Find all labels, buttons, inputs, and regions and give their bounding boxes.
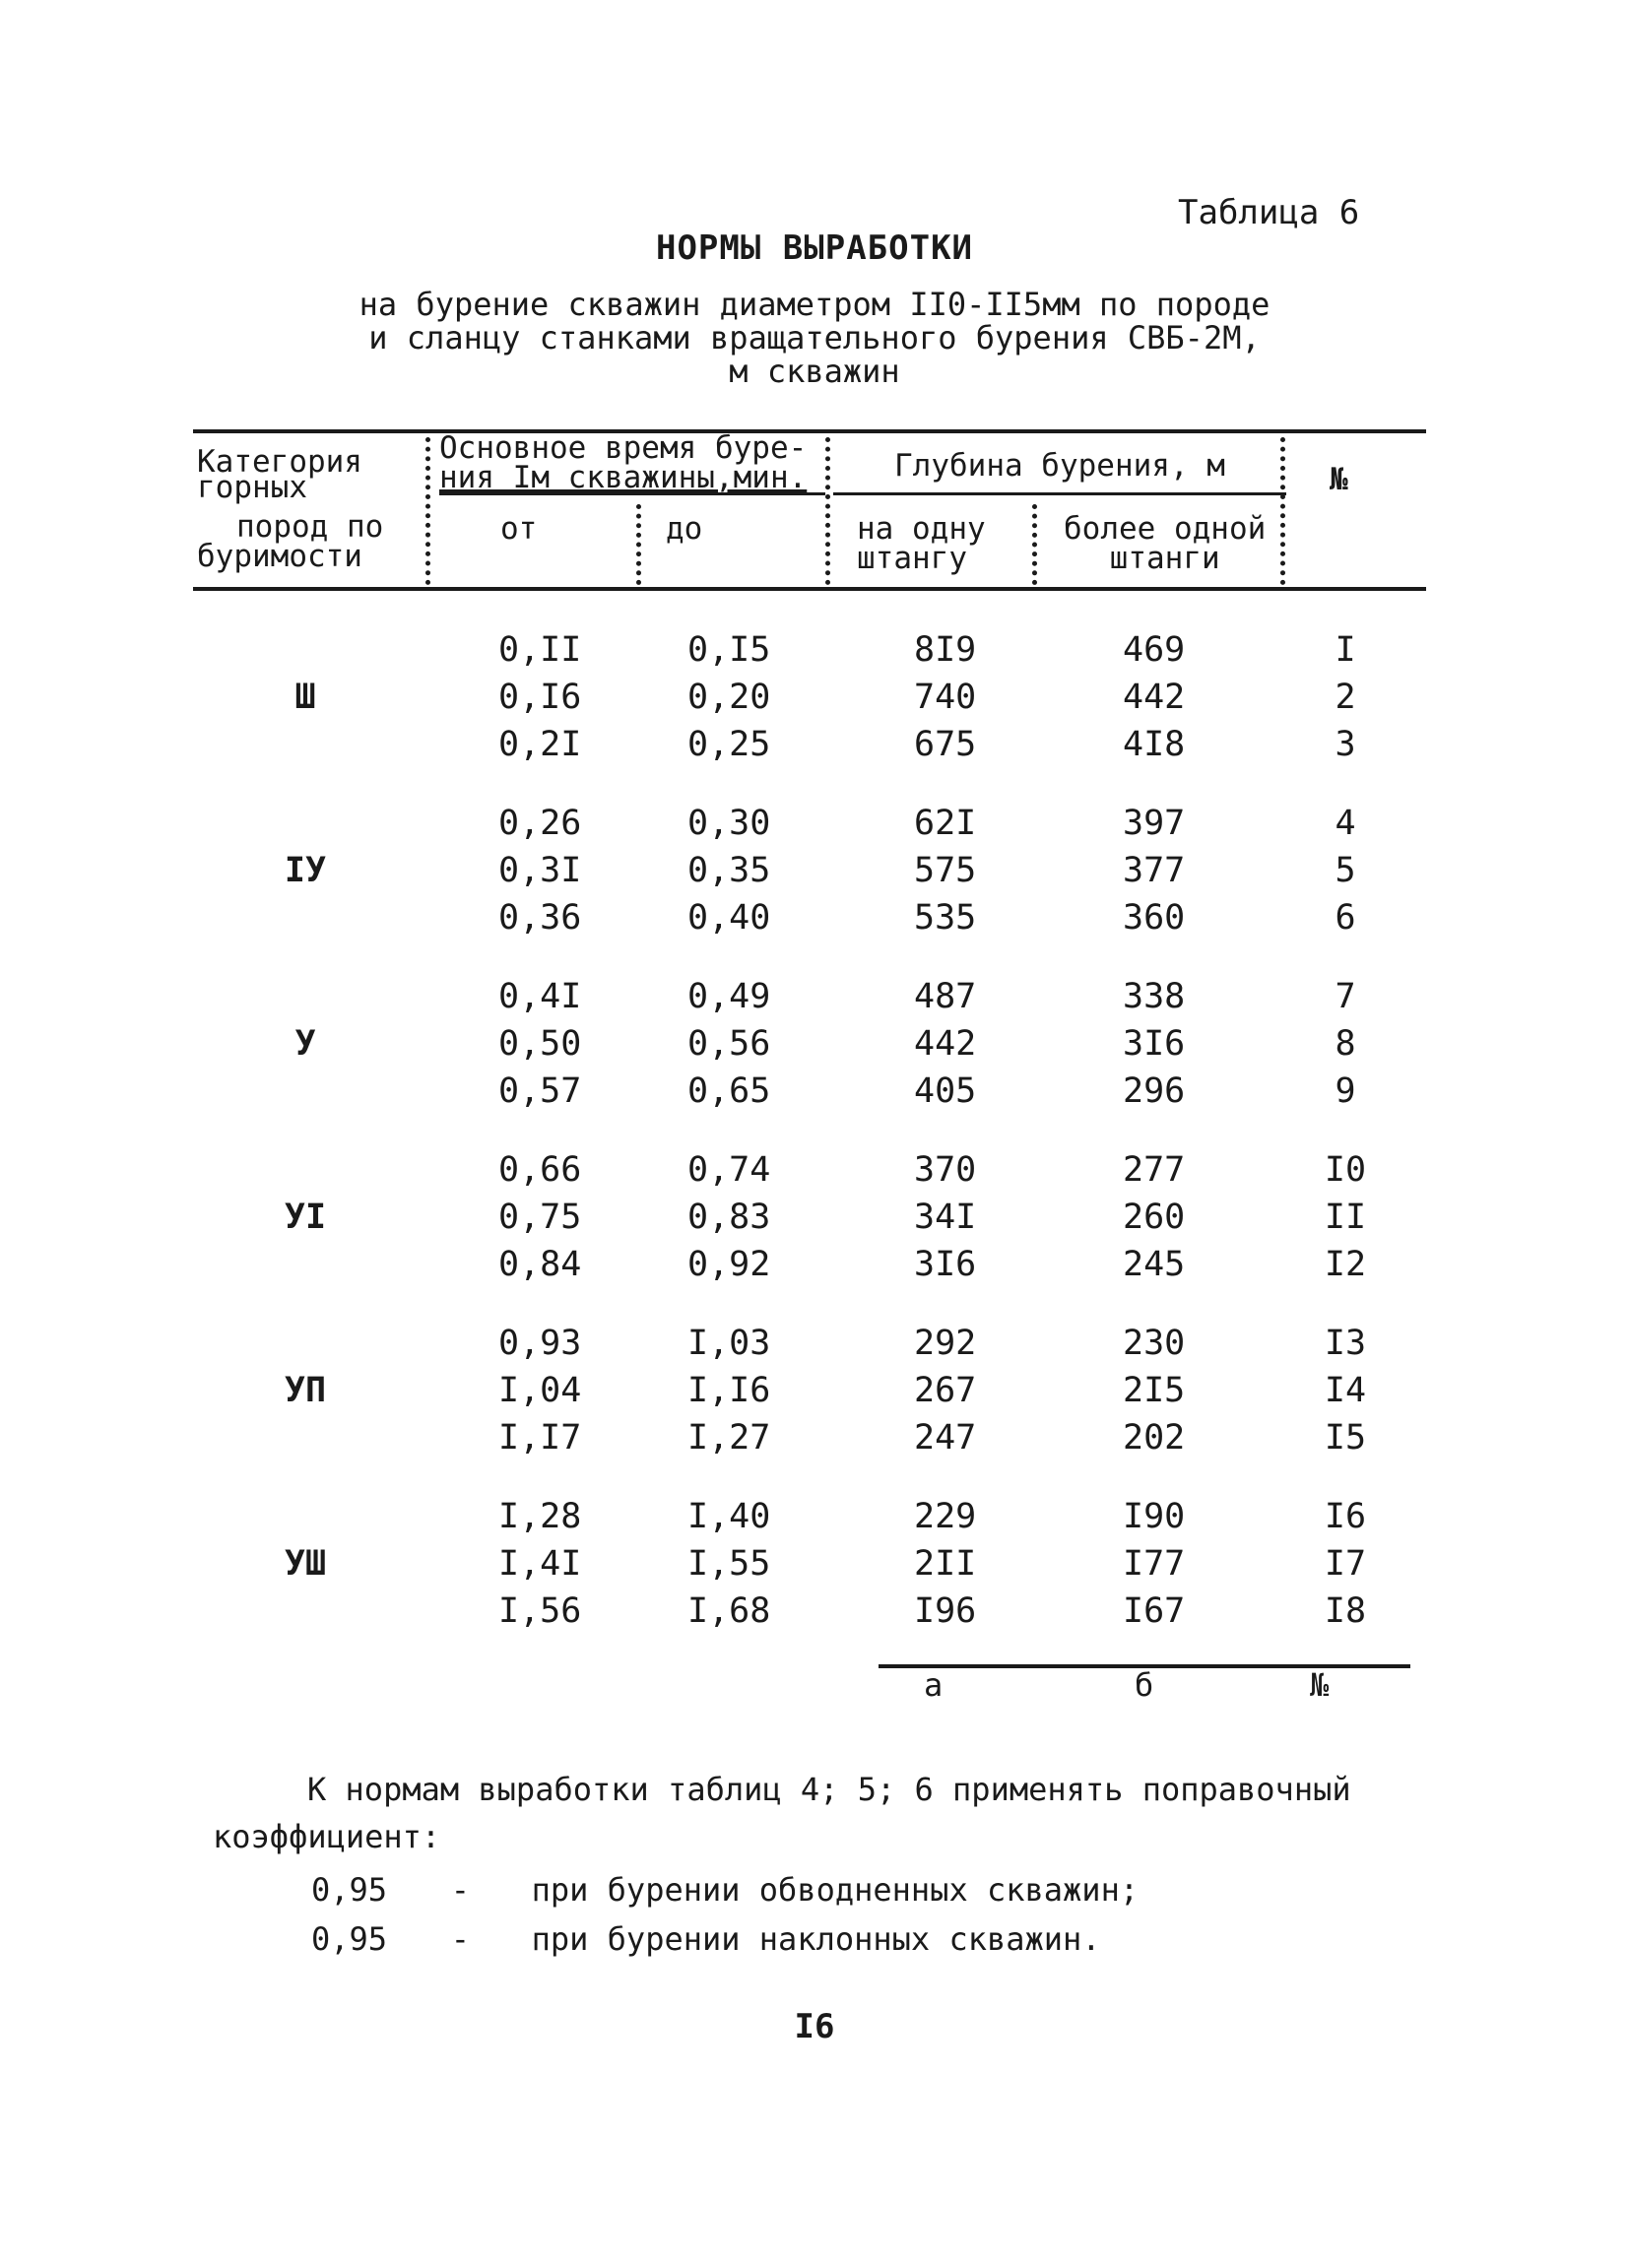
cell-more-rods: 296 xyxy=(1123,1071,1186,1111)
header-from: от xyxy=(500,511,538,547)
footer-a: а xyxy=(924,1666,944,1704)
cell-num: 2 xyxy=(1335,678,1356,717)
cell-to: 0,20 xyxy=(687,678,771,717)
cell-more-rods: 360 xyxy=(1123,898,1186,938)
note-line-2: коэффициент: xyxy=(213,1818,441,1855)
cell-one-rod: 267 xyxy=(914,1371,977,1410)
cell-one-rod: 487 xyxy=(914,977,977,1016)
cell-to: 0,92 xyxy=(687,1245,771,1284)
cell-to: I,55 xyxy=(687,1544,771,1584)
column-separator xyxy=(825,437,830,585)
subtitle-line-1: на бурение скважин диаметром II0-II5мм по породе xyxy=(358,286,1271,323)
cell-to: I,68 xyxy=(687,1591,771,1631)
note-item xyxy=(311,1871,1139,1909)
cell-num: 7 xyxy=(1335,977,1356,1016)
cell-from: I,56 xyxy=(498,1591,582,1631)
table-label: Таблица 6 xyxy=(1178,193,1360,232)
cell-one-rod: 62I xyxy=(914,804,977,843)
footer-num: № xyxy=(1310,1666,1330,1704)
cell-more-rods: 338 xyxy=(1123,977,1186,1016)
cell-more-rods: I90 xyxy=(1123,1497,1186,1536)
cell-one-rod: 675 xyxy=(914,725,977,764)
cell-from: 0,2I xyxy=(498,725,582,764)
cell-one-rod: 370 xyxy=(914,1150,977,1190)
header-one-rod: на одну штангу xyxy=(857,511,986,576)
coefficient-text: при бурении наклонных скважин. xyxy=(531,1920,1101,1958)
cell-num: 6 xyxy=(1335,898,1356,938)
category-label: УШ xyxy=(284,1544,327,1584)
cell-num: I3 xyxy=(1324,1324,1367,1363)
note-item xyxy=(311,1920,1101,1958)
subtitle-line-2: и сланцу станками вращательного бурения СВБ-2М, xyxy=(368,319,1261,356)
cell-from: 0,93 xyxy=(498,1324,582,1363)
header-category: Категория горных пород по буримости xyxy=(197,444,384,574)
cell-one-rod: 405 xyxy=(914,1071,977,1111)
cell-one-rod: 34I xyxy=(914,1198,977,1237)
cell-to: 0,35 xyxy=(687,851,771,890)
cell-from: 0,75 xyxy=(498,1198,582,1237)
category-label: У xyxy=(294,1024,316,1064)
cell-more-rods: 397 xyxy=(1123,804,1186,843)
table-header-bottom-rule xyxy=(193,587,1426,591)
cell-to: I,27 xyxy=(687,1418,771,1458)
cell-from: 0,36 xyxy=(498,898,582,938)
cell-more-rods: 469 xyxy=(1123,630,1186,670)
cell-more-rods: 2I5 xyxy=(1123,1371,1186,1410)
column-separator xyxy=(1280,437,1285,585)
header-to: до xyxy=(666,511,703,547)
dash: - xyxy=(450,1920,470,1958)
dash: - xyxy=(450,1871,470,1909)
cell-to: 0,74 xyxy=(687,1150,771,1190)
cell-more-rods: 4I8 xyxy=(1123,725,1186,764)
cell-to: 0,30 xyxy=(687,804,771,843)
cell-more-rods: 230 xyxy=(1123,1324,1186,1363)
cell-num: I8 xyxy=(1324,1591,1367,1631)
cell-from: 0,26 xyxy=(498,804,582,843)
cell-num: II xyxy=(1324,1198,1367,1237)
cell-one-rod: 575 xyxy=(914,851,977,890)
cell-from: 0,57 xyxy=(498,1071,582,1111)
subtitle-line-3: м скважин xyxy=(729,353,900,390)
column-separator xyxy=(636,504,641,585)
cell-to: 0,83 xyxy=(687,1198,771,1237)
cell-num: 3 xyxy=(1335,725,1356,764)
cell-from: 0,50 xyxy=(498,1024,582,1064)
header-num: № xyxy=(1330,462,1348,497)
cell-from: 0,3I xyxy=(498,851,582,890)
cell-one-rod: 247 xyxy=(914,1418,977,1458)
table-top-rule xyxy=(193,429,1426,433)
cell-to: I,03 xyxy=(687,1324,771,1363)
cell-one-rod: 535 xyxy=(914,898,977,938)
cell-to: 0,I5 xyxy=(687,630,771,670)
category-label: УП xyxy=(284,1371,327,1410)
depth-divider-rule xyxy=(833,492,1286,495)
category-label: Ш xyxy=(294,678,316,717)
cell-to: 0,49 xyxy=(687,977,771,1016)
cell-more-rods: 377 xyxy=(1123,851,1186,890)
cell-to: 0,40 xyxy=(687,898,771,938)
header-base-time: Основное время буре- ния Iм скважины,мин. xyxy=(439,430,808,495)
cell-one-rod: 8I9 xyxy=(914,630,977,670)
cell-num: I4 xyxy=(1324,1371,1367,1410)
cell-more-rods: I77 xyxy=(1123,1544,1186,1584)
cell-num: I7 xyxy=(1324,1544,1367,1584)
cell-more-rods: 202 xyxy=(1123,1418,1186,1458)
cell-to: I,40 xyxy=(687,1497,771,1536)
header-more-rods: более одной штанги xyxy=(1064,511,1267,576)
coefficient-text: при бурении обводненных скважин; xyxy=(531,1871,1140,1909)
cell-one-rod: 229 xyxy=(914,1497,977,1536)
cell-to: I,I6 xyxy=(687,1371,771,1410)
cell-from: 0,84 xyxy=(498,1245,582,1284)
cell-one-rod: 292 xyxy=(914,1324,977,1363)
cell-one-rod: I96 xyxy=(914,1591,977,1631)
page-title: НОРМЫ ВЫРАБОТКИ xyxy=(655,228,974,268)
column-separator xyxy=(425,437,430,585)
cell-one-rod: 3I6 xyxy=(914,1245,977,1284)
page-number: I6 xyxy=(794,2007,835,2046)
cell-num: I xyxy=(1335,630,1356,670)
cell-one-rod: 2II xyxy=(914,1544,977,1584)
category-label: УI xyxy=(284,1198,327,1237)
cell-num: 5 xyxy=(1335,851,1356,890)
coefficient-value: 0,95 xyxy=(311,1920,388,1958)
coefficient-value: 0,95 xyxy=(311,1871,388,1909)
header-depth: Глубина бурения, м xyxy=(894,448,1225,484)
cell-from: I,4I xyxy=(498,1544,582,1584)
cell-to: 0,65 xyxy=(687,1071,771,1111)
cell-more-rods: 442 xyxy=(1123,678,1186,717)
cell-to: 0,56 xyxy=(687,1024,771,1064)
cell-from: 0,4I xyxy=(498,977,582,1016)
cell-more-rods: 260 xyxy=(1123,1198,1186,1237)
cell-from: 0,66 xyxy=(498,1150,582,1190)
cell-from: 0,I6 xyxy=(498,678,582,717)
note-line-1: К нормам выработки таблиц 4; 5; 6 применять поправочный xyxy=(307,1771,1351,1808)
cell-from: 0,II xyxy=(498,630,582,670)
cell-more-rods: 277 xyxy=(1123,1150,1186,1190)
cell-num: I0 xyxy=(1324,1150,1367,1190)
cell-num: I6 xyxy=(1324,1497,1367,1536)
cell-num: I5 xyxy=(1324,1418,1367,1458)
cell-from: I,04 xyxy=(498,1371,582,1410)
cell-from: I,28 xyxy=(498,1497,582,1536)
cell-more-rods: 245 xyxy=(1123,1245,1186,1284)
cell-num: 9 xyxy=(1335,1071,1356,1111)
cell-more-rods: 3I6 xyxy=(1123,1024,1186,1064)
category-label: IУ xyxy=(284,851,327,890)
cell-one-rod: 442 xyxy=(914,1024,977,1064)
footer-b: б xyxy=(1135,1666,1154,1704)
cell-one-rod: 740 xyxy=(914,678,977,717)
column-separator xyxy=(1032,504,1037,585)
cell-num: 4 xyxy=(1335,804,1356,843)
cell-num: 8 xyxy=(1335,1024,1356,1064)
cell-to: 0,25 xyxy=(687,725,771,764)
cell-num: I2 xyxy=(1324,1245,1367,1284)
cell-more-rods: I67 xyxy=(1123,1591,1186,1631)
cell-from: I,I7 xyxy=(498,1418,582,1458)
